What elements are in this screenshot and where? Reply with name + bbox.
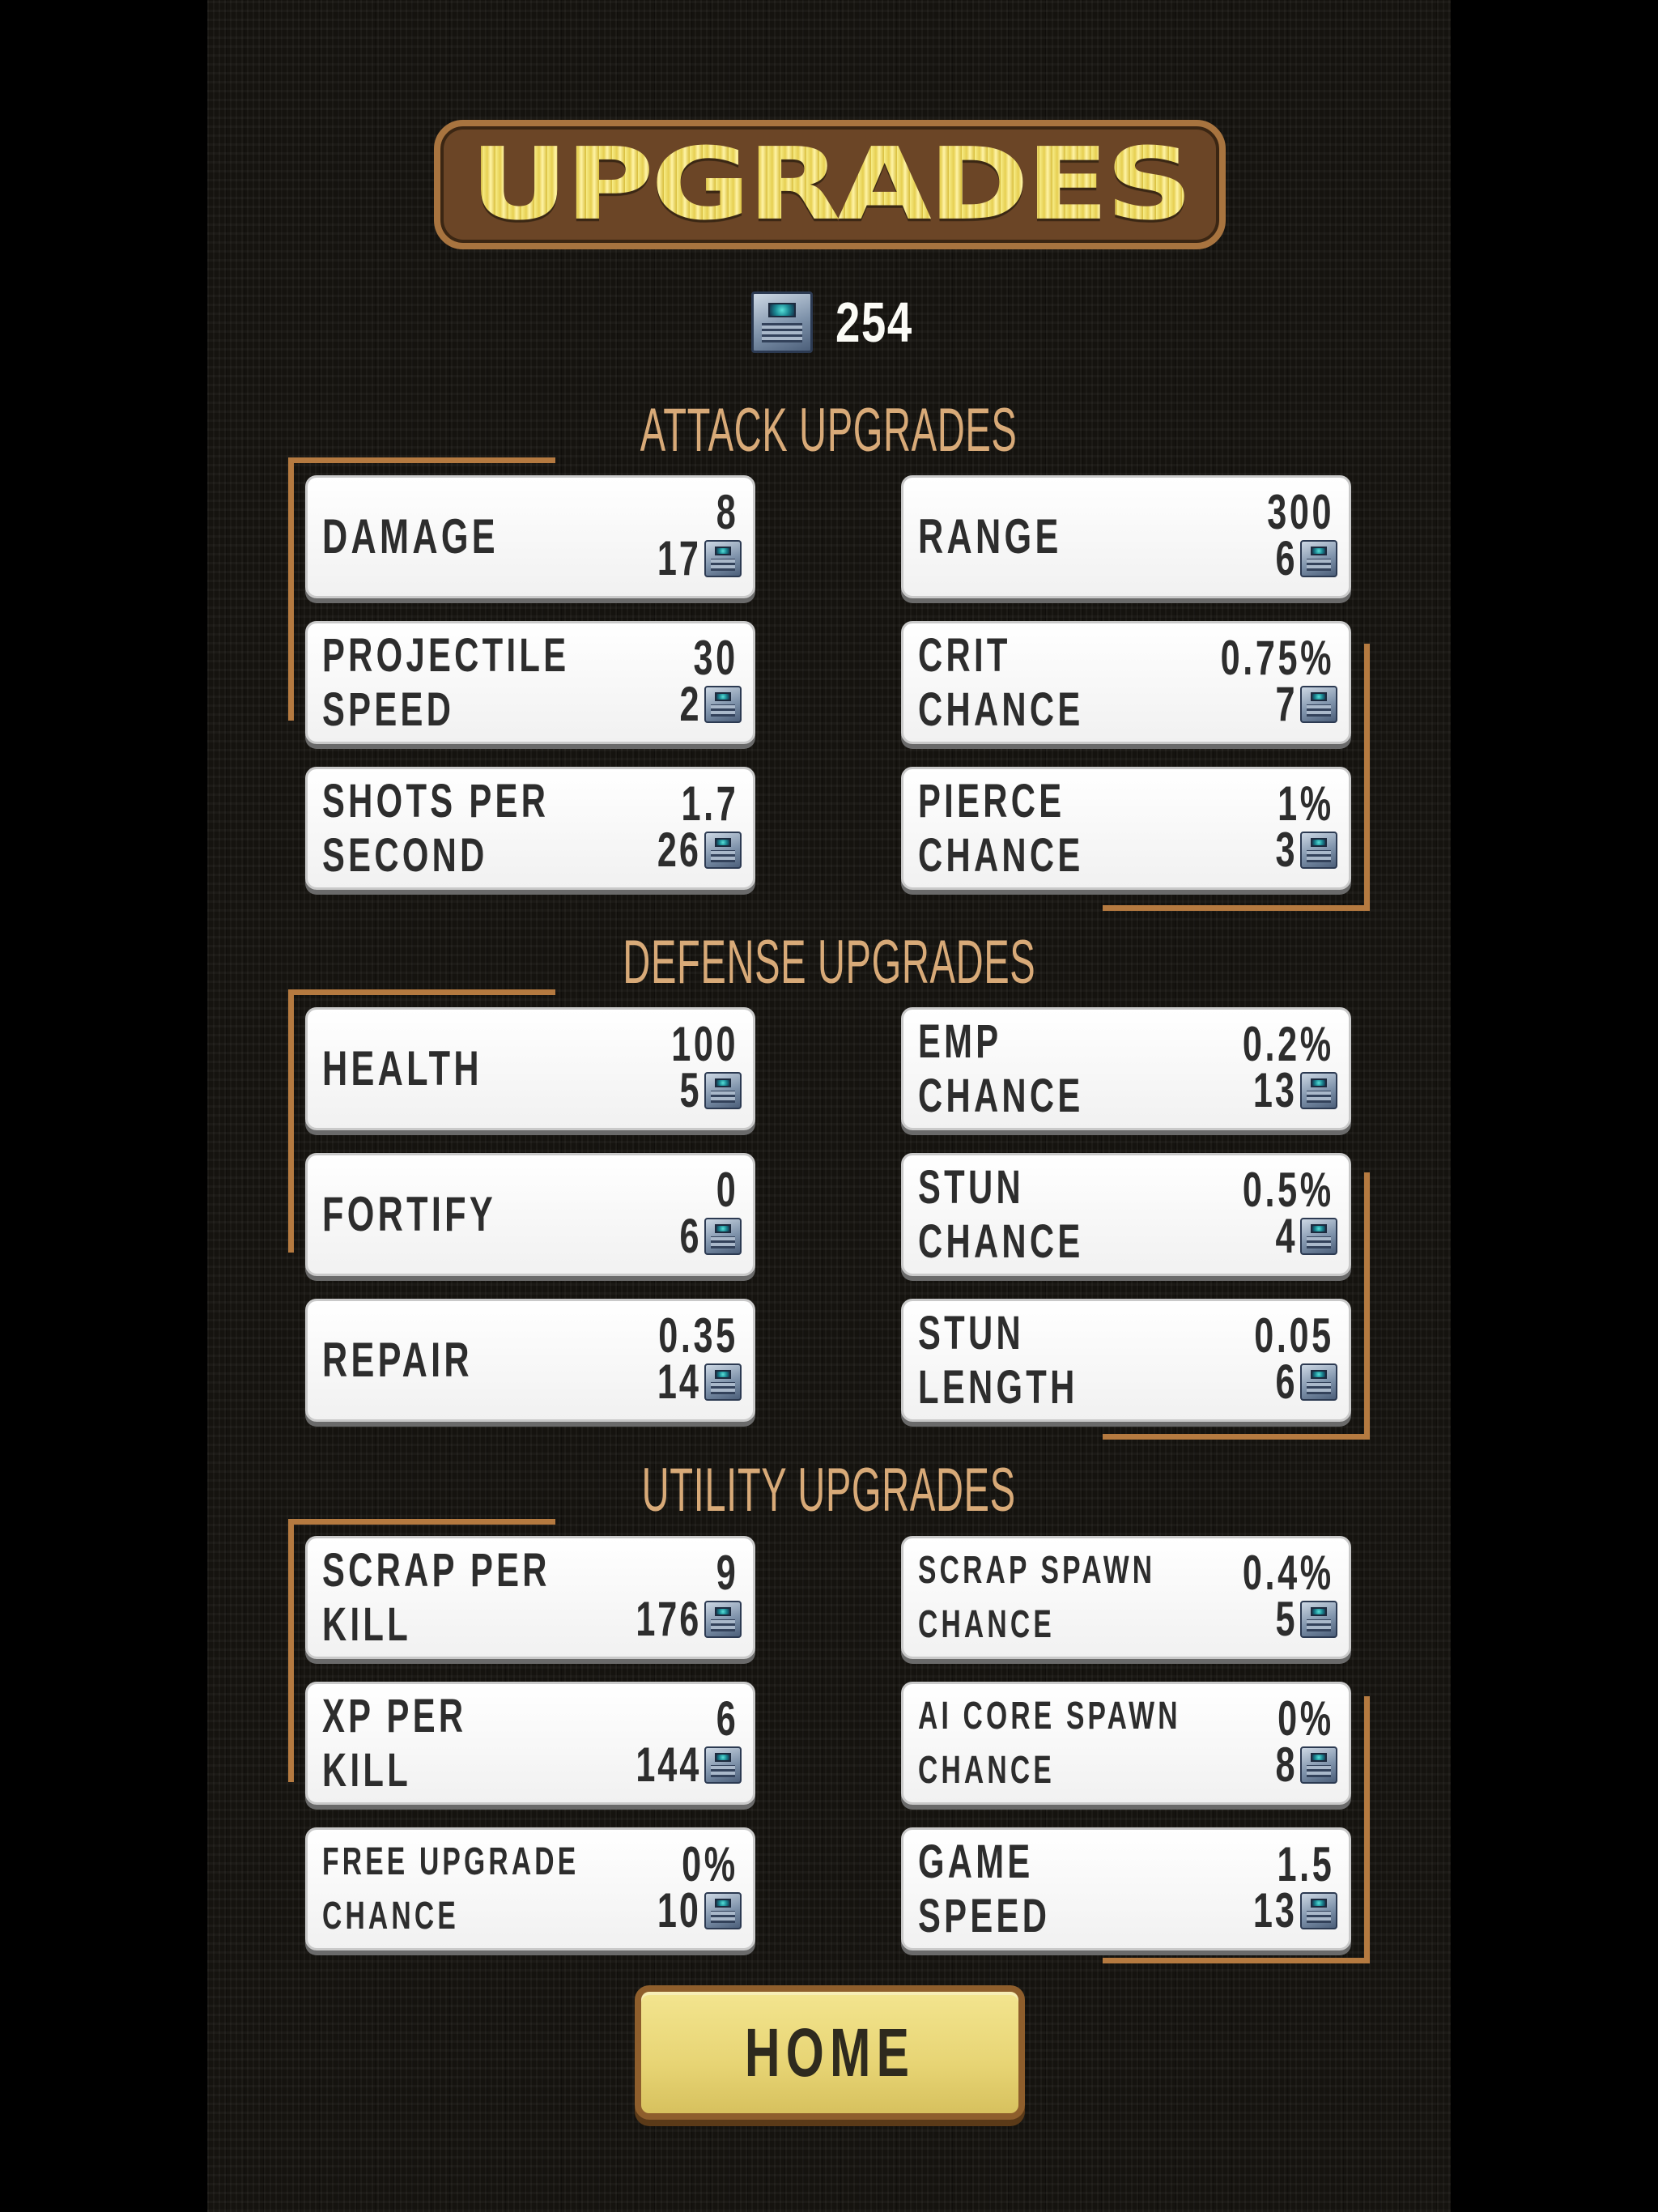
upgrade-cost-amount: 14: [657, 1355, 701, 1409]
upgrade-name: [322, 1010, 646, 1128]
upgrade-name: [918, 478, 1242, 596]
upgrade-value: 9: [716, 1546, 738, 1600]
upgrade-card-shots-per-second[interactable]: [305, 767, 755, 890]
upgrade-card-free-upgrade-chance[interactable]: [305, 1827, 755, 1950]
scrap-icon: [1300, 832, 1337, 869]
upgrade-card-stun-chance[interactable]: [901, 1153, 1351, 1276]
upgrade-cost: [640, 530, 742, 586]
upgrade-cost: [1267, 530, 1337, 586]
section-title-utility: UTILITY UPGRADES: [641, 1456, 1017, 1525]
upgrade-name: [918, 1830, 1242, 1948]
upgrade-cost-amount: 6: [1275, 531, 1297, 585]
page-title: UPGRADES: [470, 126, 1190, 243]
scrap-icon: [751, 291, 813, 353]
upgrade-name-line: SHOTS PER: [322, 774, 550, 827]
upgrade-card-health[interactable]: [305, 1007, 755, 1130]
upgrade-cost: [640, 1882, 742, 1938]
upgrade-cost-amount: 176: [636, 1592, 701, 1646]
upgrade-card-range[interactable]: [901, 475, 1351, 598]
upgrade-name-line: CHANCE: [918, 1749, 1055, 1792]
upgrade-value: 0: [716, 1163, 738, 1217]
upgrade-name: [322, 1301, 646, 1419]
upgrade-cost-amount: 17: [657, 531, 701, 585]
upgrade-name-line: CRIT: [918, 628, 1011, 682]
scrap-icon: [1300, 1072, 1337, 1109]
upgrade-cost: [1236, 1062, 1337, 1118]
upgrade-card-crit-chance[interactable]: [901, 621, 1351, 744]
upgrade-cost: [1267, 822, 1337, 878]
upgrade-card-damage[interactable]: [305, 475, 755, 598]
scrap-icon: [704, 540, 742, 577]
upgrade-cost-amount: 5: [679, 1063, 701, 1117]
upgrade-value: 0%: [1278, 1691, 1334, 1746]
upgrade-name-line: CHANCE: [918, 683, 1084, 736]
upgrade-card-projectile-speed[interactable]: [305, 621, 755, 744]
upgrade-cost-amount: 13: [1253, 1063, 1297, 1117]
upgrade-name: [918, 1301, 1242, 1419]
upgrade-cost-amount: 144: [636, 1738, 701, 1792]
upgrade-name: [918, 1155, 1242, 1274]
upgrade-cost-amount: 6: [679, 1209, 701, 1263]
upgrade-name: [918, 1538, 1242, 1657]
upgrade-cost-amount: 4: [1275, 1209, 1297, 1263]
upgrade-cost: [1236, 1882, 1337, 1938]
upgrade-value: 0.35: [658, 1308, 738, 1363]
upgrade-value: 0.2%: [1243, 1017, 1334, 1071]
upgrade-name-line: CHANCE: [918, 1070, 1084, 1122]
upgrade-name: [322, 1538, 646, 1657]
upgrade-cost: [671, 1062, 742, 1118]
upgrade-name: [918, 1684, 1242, 1802]
upgrade-card-scrap-per-kill[interactable]: [305, 1536, 755, 1659]
upgrade-name-line: GAME: [918, 1835, 1034, 1888]
scrap-icon: [704, 1601, 742, 1638]
upgrade-name: [322, 769, 646, 887]
upgrade-name-line: AI CORE SPAWN: [918, 1694, 1181, 1738]
scrap-icon: [704, 1746, 742, 1784]
scrap-icon: [1300, 1746, 1337, 1784]
scrap-icon: [704, 1218, 742, 1255]
upgrade-name: [322, 623, 646, 742]
upgrade-name-line: SCRAP PER: [322, 1543, 551, 1597]
upgrade-cost-amount: 6: [1275, 1355, 1297, 1409]
upgrade-card-repair[interactable]: [305, 1299, 755, 1422]
upgrade-value: 8: [716, 485, 738, 539]
upgrade-cost-amount: 13: [1253, 1883, 1297, 1938]
upgrade-name-line: PIERCE: [918, 774, 1065, 827]
upgrade-value: 100: [671, 1017, 738, 1071]
upgrade-cost: [1267, 1591, 1337, 1647]
scrap-icon: [704, 1892, 742, 1929]
upgrade-name: [322, 1155, 646, 1274]
upgrade-cost: [671, 676, 742, 732]
upgrade-name-line: RANGE: [918, 509, 1062, 564]
upgrade-name-line: CHANCE: [918, 829, 1084, 882]
upgrade-value: 1%: [1278, 776, 1334, 831]
upgrade-cost: [610, 1591, 742, 1647]
upgrade-name: [322, 1830, 646, 1948]
upgrade-name-line: EMP: [918, 1015, 1002, 1068]
upgrade-name-line: LENGTH: [918, 1361, 1078, 1414]
scrap-icon: [1300, 1363, 1337, 1401]
scrap-balance: [751, 287, 935, 356]
upgrade-name-line: PROJECTILE: [322, 628, 570, 682]
upgrade-value: 0.4%: [1243, 1546, 1334, 1600]
upgrade-name-line: SECOND: [322, 829, 488, 882]
upgrade-name-line: KILL: [322, 1598, 412, 1651]
home-button[interactable]: [635, 1985, 1025, 2120]
upgrade-cost: [640, 1354, 742, 1410]
upgrade-value: 6: [716, 1691, 738, 1746]
upgrade-value: 0.75%: [1220, 631, 1334, 685]
upgrade-name-line: FORTIFY: [322, 1187, 497, 1242]
section-title-attack: ATTACK UPGRADES: [640, 396, 1018, 465]
section-title-defense: DEFENSE UPGRADES: [622, 928, 1036, 997]
upgrade-card-xp-per-kill[interactable]: [305, 1682, 755, 1805]
title-banner: [434, 120, 1226, 249]
upgrade-value: 1.5: [1277, 1837, 1334, 1891]
upgrade-name-line: STUN: [918, 1306, 1024, 1359]
upgrade-name: [322, 478, 646, 596]
upgrade-cost-amount: 7: [1275, 677, 1297, 731]
upgrade-name-line: CHANCE: [322, 1895, 459, 1938]
upgrade-card-stun-length[interactable]: [901, 1299, 1351, 1422]
upgrade-name-line: XP PER: [322, 1689, 467, 1742]
upgrade-value: 0%: [682, 1837, 738, 1891]
upgrade-card-game-speed[interactable]: [901, 1827, 1351, 1950]
upgrade-name-line: STUN: [918, 1160, 1024, 1214]
upgrade-cost-amount: 2: [679, 677, 701, 731]
scrap-icon: [1300, 540, 1337, 577]
upgrade-name-line: SPEED: [322, 683, 455, 736]
upgrade-value: 300: [1267, 485, 1334, 539]
upgrade-cost: [610, 1737, 742, 1793]
upgrade-card-ai-core-spawn-chance[interactable]: [901, 1682, 1351, 1805]
upgrade-cost-amount: 8: [1275, 1738, 1297, 1792]
scrap-icon: [1300, 1218, 1337, 1255]
upgrade-card-fortify[interactable]: [305, 1153, 755, 1276]
upgrade-cost-amount: 5: [1275, 1592, 1297, 1646]
home-button-label: HOME: [744, 2014, 916, 2091]
upgrade-cost: [1267, 1737, 1337, 1793]
scrap-amount: 254: [835, 290, 913, 354]
upgrade-name-line: DAMAGE: [322, 509, 499, 564]
upgrade-name: [918, 623, 1242, 742]
scrap-icon: [1300, 686, 1337, 723]
upgrade-name: [918, 1010, 1242, 1128]
upgrade-name-line: KILL: [322, 1744, 412, 1797]
upgrade-cost: [1267, 1208, 1337, 1264]
upgrade-name-line: CHANCE: [918, 1603, 1055, 1646]
upgrade-value: 0.05: [1254, 1308, 1334, 1363]
upgrade-cost-amount: 26: [657, 823, 701, 877]
upgrade-cost: [1267, 1354, 1337, 1410]
upgrade-name-line: CHANCE: [918, 1215, 1084, 1268]
upgrade-cost: [640, 822, 742, 878]
upgrade-value: 0.5%: [1243, 1163, 1334, 1217]
upgrade-cost-amount: 3: [1275, 823, 1297, 877]
upgrade-card-emp-chance[interactable]: [901, 1007, 1351, 1130]
upgrade-cost: [1267, 676, 1337, 732]
upgrade-name: [322, 1684, 646, 1802]
upgrade-name-line: SPEED: [918, 1890, 1051, 1942]
upgrade-card-pierce-chance[interactable]: [901, 767, 1351, 890]
scrap-icon: [1300, 1892, 1337, 1929]
upgrade-value: 30: [693, 631, 738, 685]
scrap-icon: [704, 1072, 742, 1109]
upgrade-card-scrap-spawn-chance[interactable]: [901, 1536, 1351, 1659]
upgrade-name-line: FREE UPGRADE: [322, 1840, 580, 1883]
scrap-icon: [704, 832, 742, 869]
scrap-icon: [704, 686, 742, 723]
upgrade-value: 1.7: [681, 776, 738, 831]
upgrade-cost: [671, 1208, 742, 1264]
scrap-icon: [704, 1363, 742, 1401]
scrap-icon: [1300, 1601, 1337, 1638]
upgrade-name-line: HEALTH: [322, 1041, 483, 1096]
upgrade-name-line: REPAIR: [322, 1333, 473, 1388]
upgrade-cost-amount: 10: [657, 1883, 701, 1938]
upgrade-name-line: SCRAP SPAWN: [918, 1548, 1156, 1592]
upgrade-name: [918, 769, 1242, 887]
